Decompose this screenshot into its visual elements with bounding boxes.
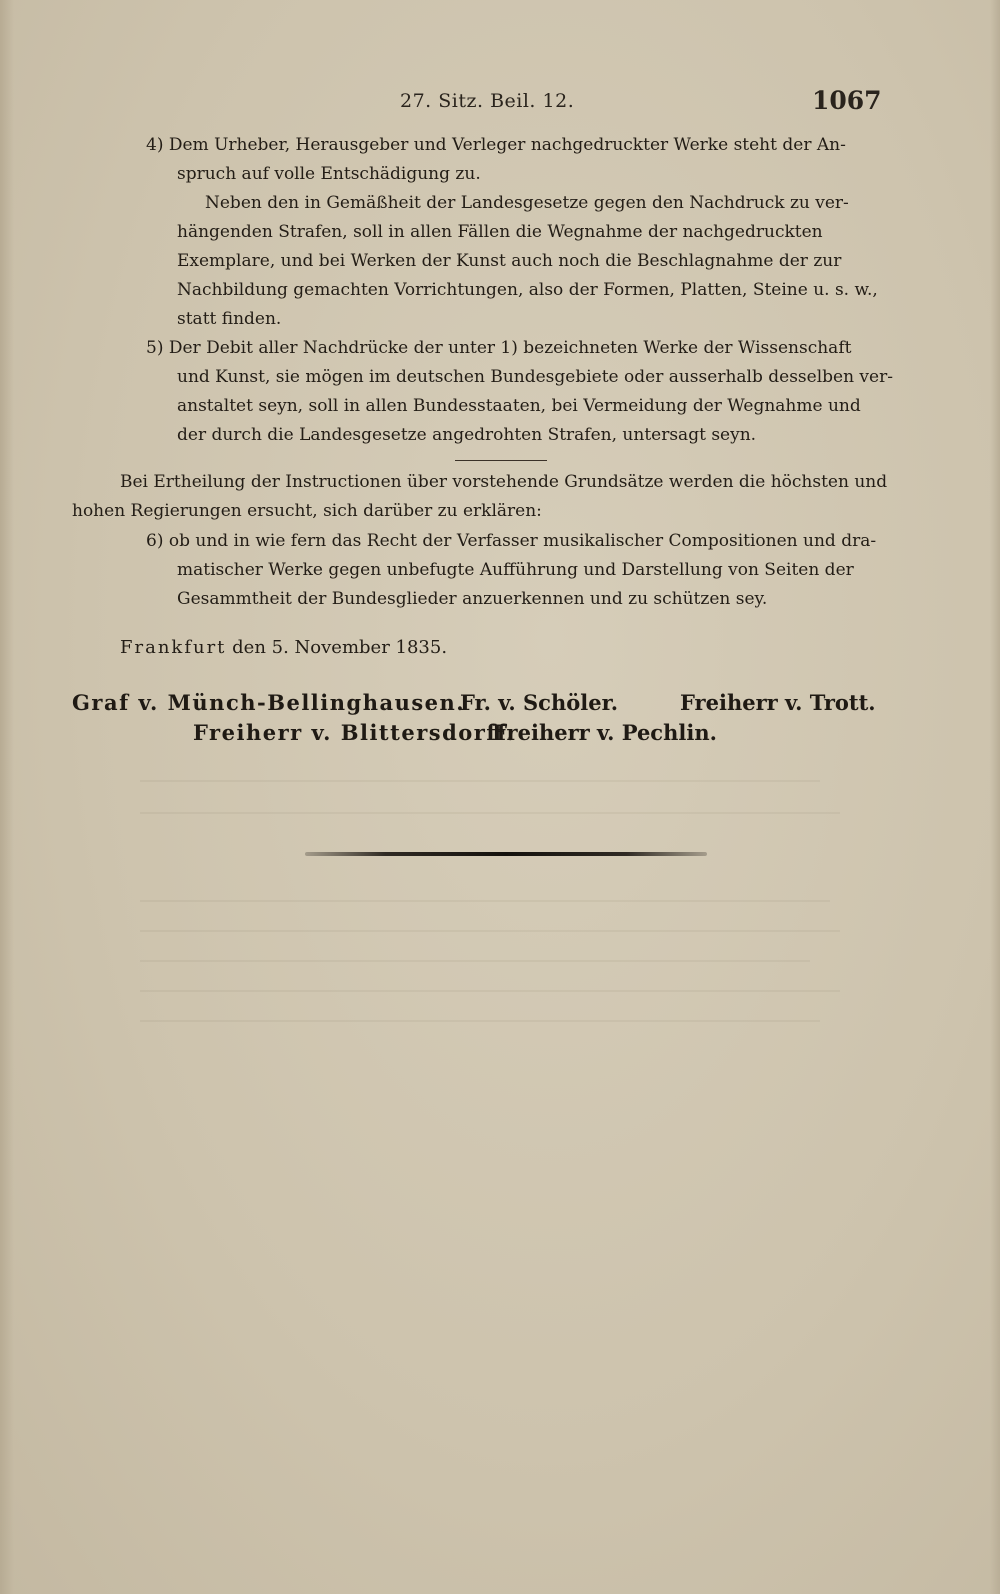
- paragraph-line: Nachbildung gemachten Vorrichtungen, also der Formen, Platten, Steine u. s. w.,: [177, 280, 878, 300]
- paragraph-line: matischer Werke gegen unbefugte Aufführung und Darstellung von Seiten der: [177, 560, 854, 580]
- bleed-through-line: [140, 780, 820, 782]
- paragraph-line: statt finden.: [177, 309, 282, 329]
- paragraph-line: Bei Ertheilung der Instructionen über vorstehende Grundsätze werden die höchsten und: [120, 472, 888, 492]
- running-title: 27. Sitz. Beil. 12.: [400, 90, 575, 112]
- paragraph-line: 5) Der Debit aller Nachdrücke der unter 1) bezeichneten Werke der Wissenschaft: [146, 338, 852, 358]
- paragraph-line: hohen Regierungen ersucht, sich darüber zu erklären:: [72, 501, 542, 521]
- bleed-through-line: [140, 960, 810, 962]
- signature: Freiherr v. Pechlin.: [492, 720, 717, 745]
- paragraph-line: Gesammtheit der Bundesglieder anzuerkennen und zu schützen sey.: [177, 589, 768, 609]
- bleed-through-line: [140, 1020, 820, 1022]
- bleed-through-line: [140, 812, 840, 814]
- paragraph-line: der durch die Landesgesetze angedrohten Strafen, untersagt seyn.: [177, 425, 757, 445]
- paragraph-line: 4) Dem Urheber, Herausgeber und Verleger nachgedruckter Werke steht der An-: [146, 135, 846, 155]
- paragraph-line: Neben den in Gemäßheit der Landesgesetze gegen den Nachdruck zu ver-: [205, 193, 849, 213]
- signature: Graf v. Münch-Bellinghausen.: [72, 690, 466, 715]
- signature: Freiherr v. Trott.: [680, 690, 876, 715]
- bleed-through-line: [140, 930, 840, 932]
- bleed-through-line: [140, 900, 830, 902]
- signature: Fr. v. Schöler.: [460, 690, 619, 715]
- closing-place-date: [120, 637, 447, 658]
- closing-city: Frankfurt: [120, 637, 227, 658]
- paragraph-line: spruch auf volle Entschädigung zu.: [177, 164, 481, 184]
- page-edge-left: [0, 0, 14, 1594]
- section-separator: [455, 460, 547, 461]
- paragraph-line: anstaltet seyn, soll in allen Bundesstaaten, bei Vermeidung der Wegnahme und: [177, 396, 861, 416]
- closing-date: den 5. November 1835.: [232, 637, 448, 658]
- paragraph-line: 6) ob und in wie fern das Recht der Verfasser musikalischer Compositionen und dra-: [146, 531, 877, 551]
- bleed-through-line: [140, 990, 840, 992]
- end-rule: [305, 852, 707, 856]
- page-number: 1067: [812, 86, 882, 115]
- paragraph-line: und Kunst, sie mögen im deutschen Bundesgebiete oder ausserhalb desselben ver-: [177, 367, 893, 387]
- paragraph-line: hängenden Strafen, soll in allen Fällen die Wegnahme der nachgedruckten: [177, 222, 823, 242]
- page-edge-right: [990, 0, 1000, 1594]
- paragraph-line: Exemplare, und bei Werken der Kunst auch noch die Beschlagnahme der zur: [177, 251, 842, 271]
- signature: Freiherr v. Blittersdorff.: [193, 720, 516, 745]
